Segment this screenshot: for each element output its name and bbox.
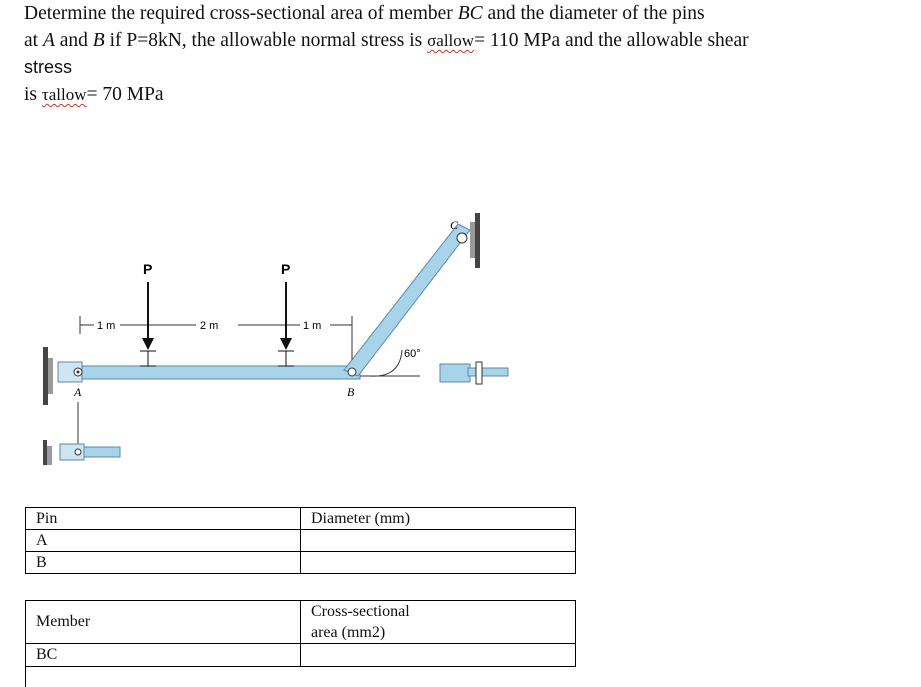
problem-text: = 110 MPa and the allowable shear <box>474 30 749 51</box>
point-b-label: B <box>347 385 355 399</box>
pin-b <box>348 368 356 376</box>
pin-b-label: B <box>92 30 105 51</box>
tau-allow-symbol: τallow <box>41 85 87 104</box>
horizontal-beam <box>60 366 360 379</box>
cursor-line <box>25 667 26 687</box>
member-area-table <box>25 600 576 667</box>
table-row <box>26 552 576 574</box>
problem-text: Determine the required cross-sectional area of member <box>24 3 458 24</box>
clevis-a <box>58 362 82 382</box>
member-header: Member <box>26 601 301 644</box>
diameter-input-a[interactable] <box>301 530 576 552</box>
diameter-header: Diameter (mm) <box>301 508 576 530</box>
problem-text: = 70 MPa <box>86 84 164 105</box>
problem-text: and <box>54 30 93 51</box>
table-header-row <box>26 601 576 644</box>
area-header-line-1: Cross-sectional <box>311 603 410 620</box>
load-arrow-left <box>140 282 156 366</box>
area-header <box>301 601 576 644</box>
pin-diameter-table <box>25 507 576 574</box>
problem-line-3: stress <box>24 57 73 77</box>
wall-support-a <box>43 347 53 405</box>
area-header-line-2: area (mm2) <box>311 624 386 641</box>
dimension-1m-right: 1 m <box>303 320 322 332</box>
angle-label: 60° <box>404 348 421 360</box>
table-header-row <box>26 508 576 530</box>
frame-diagram <box>38 205 528 465</box>
problem-statement <box>24 0 904 108</box>
load-left-label: P <box>143 261 153 277</box>
wall-support-c <box>457 213 480 268</box>
dimension-1m-left: 1 m <box>97 320 116 332</box>
pin-b-detail <box>440 362 508 384</box>
point-c-label: C <box>450 218 459 232</box>
problem-line-2 <box>24 27 904 54</box>
pin-a-detail <box>43 402 120 465</box>
load-arrow-right <box>278 282 294 366</box>
table-row <box>26 530 576 552</box>
area-input-bc[interactable] <box>301 644 576 667</box>
pin-header: Pin <box>26 508 301 530</box>
member-label-bc: BC <box>26 644 301 667</box>
problem-line-1 <box>24 0 904 27</box>
problem-text: at <box>24 30 43 51</box>
load-right-label: P <box>281 261 291 277</box>
pin-a-label: A <box>42 30 55 51</box>
pin-label-a: A <box>26 530 301 552</box>
point-a-label: A <box>74 385 82 399</box>
problem-text: and the diameter of the pins <box>482 3 705 24</box>
diameter-input-b[interactable] <box>301 552 576 574</box>
sigma-allow-symbol: σallow <box>427 31 475 50</box>
pin-label-b: B <box>26 552 301 574</box>
problem-line-4 <box>24 81 904 108</box>
dimension-2m: 2 m <box>200 320 219 332</box>
table-row <box>26 644 576 667</box>
problem-text: is <box>24 84 42 105</box>
member-bc-label: BC <box>457 3 483 24</box>
problem-text: if P=8kN, the allowable normal stress is <box>104 30 428 51</box>
